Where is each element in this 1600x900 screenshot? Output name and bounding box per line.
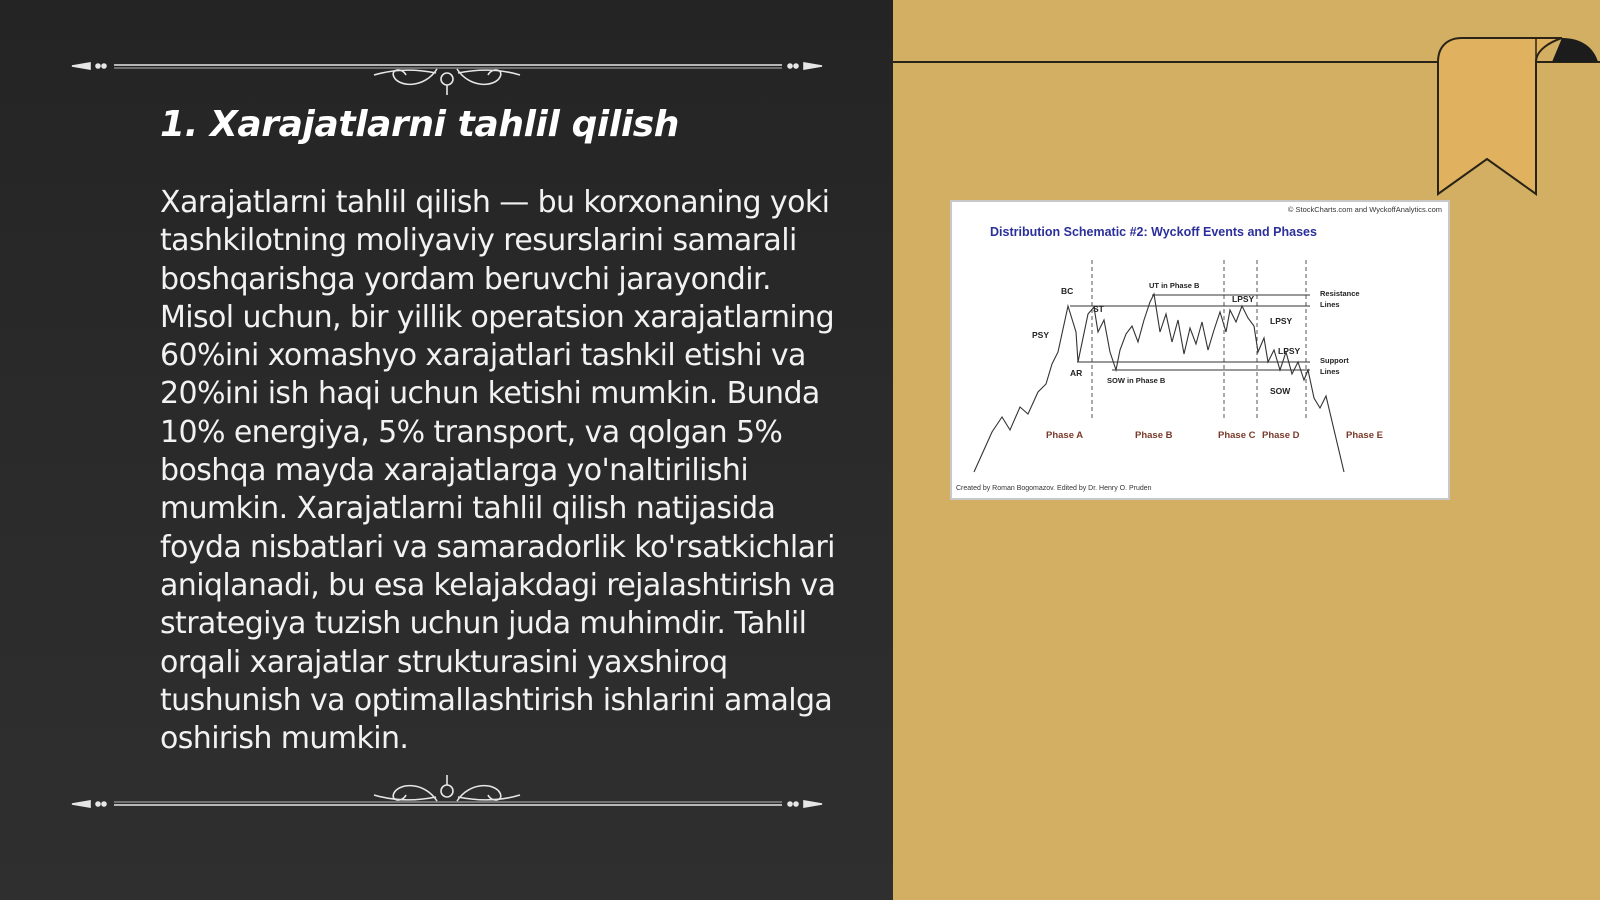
label-lpsy-2: LPSY [1270,316,1293,326]
slide-title: 1. Xarajatlarni tahlil qilish [160,104,680,145]
label-st: ST [1093,304,1104,314]
bookmark-ribbon-icon [1432,34,1600,200]
bottom-ornament [64,775,830,825]
label-ut-phase-b: UT in Phase B [1149,281,1200,290]
top-ornament [64,45,830,95]
slide-body-text: Xarajatlarni tahlil qilish — bu korxonaning yoki tashkilotning moliyaviy resurslarini samarali boshqarishga yordam beruvchi jarayondir. Misol uchun, bir yillik operatsion xarajatlarning 60%ini xomashyo xarajatlari tashkil etishi va 20%ini ish haqi uchun ketishi mumkin. Bunda 10% energiya, 5% transport, va qolgan 5% boshqa mayda xarajatlarga yo'naltirilishi mumkin. Xarajatlarni tahlil qilish natijasida foyda nisbatlari va samaradorlik ko'rsatkichlari aniqlanadi, bu esa kelajakdagi rejalashtirish va strategiya tuzish uchun juda muhimdir. Tahlil orqali xarajatlar strukturasini yaxshiroq tushunish va optimallashtirish ishlarini amalga oshirish mumkin. [160,185,836,757]
label-bc: BC [1061,286,1074,296]
label-support: Support [1320,356,1349,365]
phase-b-label: Phase B [1135,430,1173,441]
phase-e-label: Phase E [1346,430,1383,441]
label-support-lines: Lines [1320,367,1340,376]
wyckoff-schematic-image [950,200,1450,500]
label-lpsy-1: LPSY [1232,294,1255,304]
label-sow-phase-b: SOW in Phase B [1107,376,1166,385]
figure-credit-top: © StockCharts.com and WyckoffAnalytics.com [1287,205,1442,214]
phase-a-label: Phase A [1046,430,1084,441]
phase-d-label: Phase D [1262,430,1300,441]
label-ar: AR [1070,368,1083,378]
label-lpsy-3: LPSY [1278,346,1301,356]
label-resistance-lines: Lines [1320,300,1340,309]
figure-credit-bottom: Created by Roman Bogomazov. Edited by Dr. Henry O. Pruden [956,485,1152,492]
label-resistance: Resistance [1320,289,1360,298]
label-psy: PSY [1032,330,1050,340]
phase-c-label: Phase C [1218,430,1256,441]
label-sow: SOW [1270,386,1291,396]
figure-title: Distribution Schematic #2: Wyckoff Events and Phases [990,225,1317,239]
